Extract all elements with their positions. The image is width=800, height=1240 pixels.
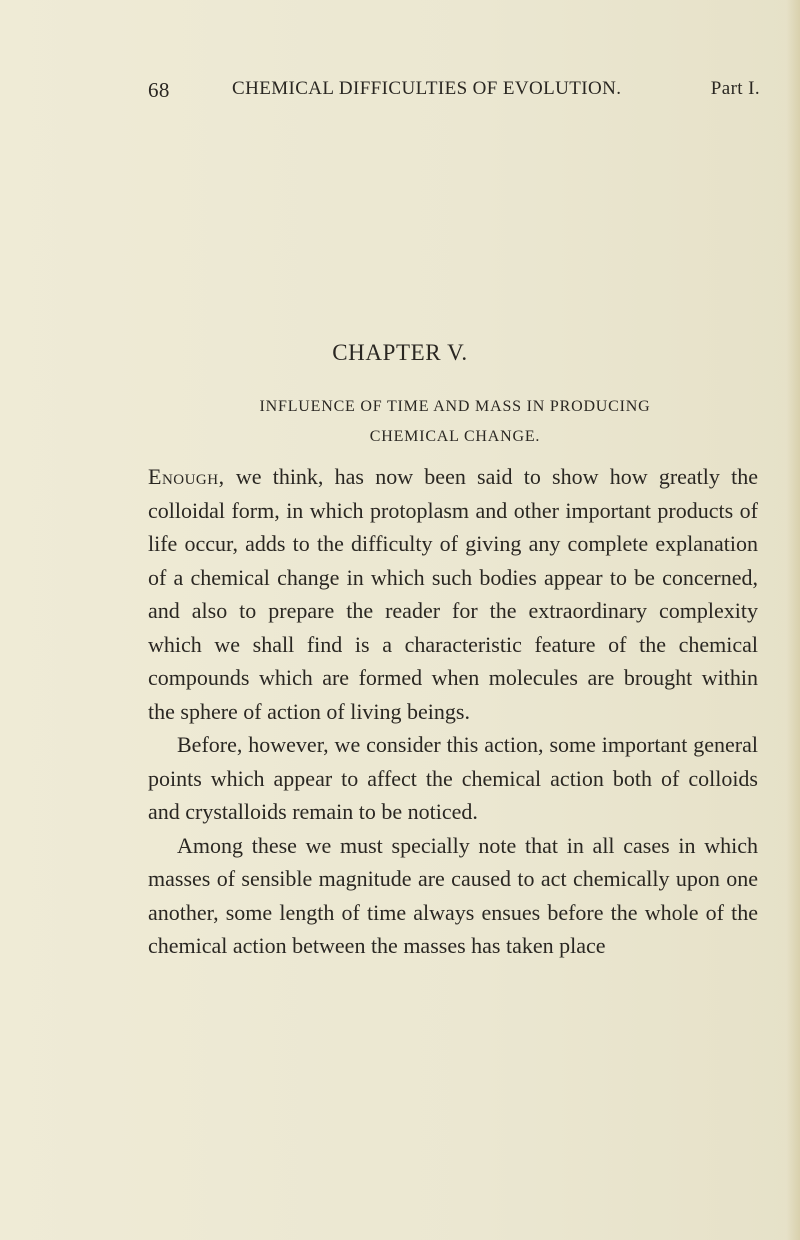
- paragraph-3: Among these we must specially note that in all cases in which masses of sensible magnitude are caused to act chemically upon one another, some length of time always ensues before the whole of the chemical action between the masses has taken place: [148, 832, 758, 958]
- part-label: Part I.: [710, 78, 760, 99]
- page-edge-shadow: [786, 0, 800, 1240]
- page-number: 68: [148, 78, 170, 102]
- running-title: CHEMICAL DIFFICULTIES OF EVOLUTION.: [232, 78, 622, 99]
- running-header: [148, 78, 760, 108]
- chapter-body: [148, 460, 758, 963]
- chapter-subtitle-line-2: CHEMICAL CHANGE.: [369, 428, 541, 445]
- paragraph-1: [148, 460, 758, 728]
- chapter-subtitle-line-1: INFLUENCE OF TIME AND MASS IN PRODUCING: [259, 398, 651, 415]
- paragraph-1-lead-word: Enough,: [148, 464, 225, 489]
- paragraph-1-text: we think, has now been said to show how greatly the colloidal form, in which protoplasm and other important products of life occur, adds to the difficulty of giving any complete explanation of a chemical change in which such bodies appear to be concerned, and also to prepare the reader for the extraordinary complexity which we shall find is a characteristic feature of the chemical compounds which are formed when molecules are brought within the sphere of action of living beings.: [148, 464, 758, 724]
- chapter-title: CHAPTER V.: [332, 340, 468, 365]
- paragraph-2: Before, however, we consider this action, some important general points which appear to affect the chemical action both of colloids and crystalloids remain to be noticed.: [148, 732, 758, 824]
